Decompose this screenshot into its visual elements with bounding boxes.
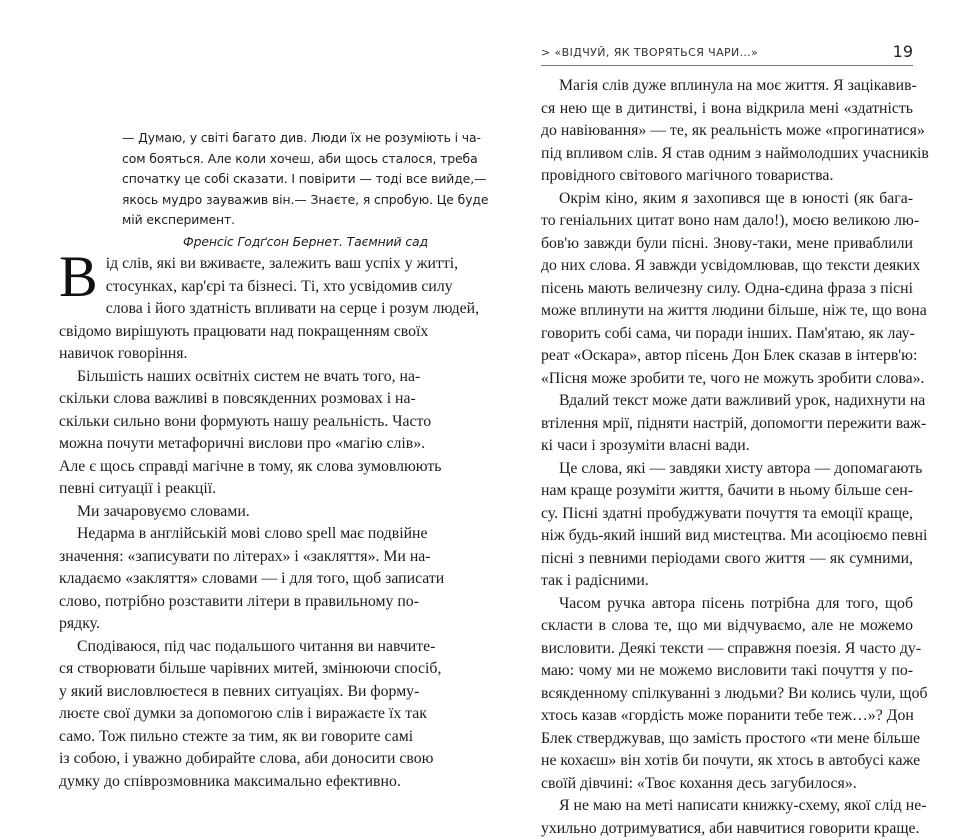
- paragraph: [541, 75, 913, 188]
- text-line: пісні з певними періодами свого життя — як сумними,: [541, 548, 913, 571]
- text-line: ніж будь-який інший вид мистецтва. Ми асоціюємо певні: [541, 525, 913, 548]
- text-line: Часом ручка автора пісень потрібна для того, щоб: [541, 593, 913, 616]
- left-page: [0, 0, 485, 746]
- text-line: хтось казав «гордість може поранити тебе теж…»? Дон: [541, 705, 913, 728]
- paragraph: [541, 458, 913, 593]
- text-line: із собою, і уважно добирайте слова, аби доносити свою: [59, 748, 402, 771]
- text-line: не кохаєш» він хотів би почути, як хтось в автобусі каже: [541, 750, 913, 773]
- text-line: всякденному спілкуванні з людьми? Ви колись чули, щоб: [541, 683, 913, 706]
- epigraph-line: сом бояться. Але коли хочеш, аби щось сталося, треба: [122, 149, 428, 170]
- text-line: кладаємо «закляття» словами — і для того, щоб записати: [59, 568, 402, 591]
- paragraph: [59, 523, 402, 636]
- running-head: [541, 40, 913, 64]
- left-body-text: [59, 253, 402, 793]
- text-line: значення: «записувати по літерах» і «закляття». Ми на-: [59, 546, 402, 569]
- text-line: провідного світового магічного товариства.: [541, 165, 913, 188]
- text-line: слово, потрібно розставити літери в правильному по-: [59, 591, 402, 614]
- text-line: Вдалий текст може дати важливий урок, надихнути на: [541, 390, 913, 413]
- text-line: можна почути метафоричні вислови про «магію слів».: [59, 433, 402, 456]
- text-line: до них слова. Я завжди усвідомлював, що тексти деяких: [541, 255, 913, 278]
- text-line: Недарма в англійській мові слово spell має подвійне: [59, 523, 402, 546]
- right-body-text: [541, 75, 913, 840]
- text-line: пісень мають величезну силу. Одна-єдина фраза з пісні: [541, 278, 913, 301]
- text-line: Блек стверджував, що замість простого «ти мене більше: [541, 728, 913, 751]
- text-line: су. Пісні здатні пробуджувати почуття та емоції краще,: [541, 503, 913, 526]
- paragraph: [541, 795, 913, 840]
- text-line: у який висловлюєтеся в певних ситуаціях. Ви форму-: [59, 681, 402, 704]
- text-line: своїй дівчині: «Твоє кохання десь загубилося».: [541, 773, 913, 796]
- epigraph-line: — Думаю, у світі багато див. Люди їх не розуміють і ча-: [122, 128, 428, 149]
- text-line: Ми зачаровуємо словами.: [59, 501, 402, 524]
- paragraph: [541, 390, 913, 458]
- text-line: кі часи і зрозуміти власні вади.: [541, 435, 913, 458]
- paragraph: [59, 366, 402, 501]
- text-line: висловити. Деякі тексти — справжня поезія. Я часто ду-: [541, 638, 913, 661]
- text-line: свідомо вирішують працювати над покращенням своїх: [59, 321, 402, 344]
- text-line: Але є щось справді магічне в тому, як слова зумовлюють: [59, 456, 402, 479]
- text-line: ся нею ще в дитинстві, і вона відкрила мені «здатність: [541, 98, 913, 121]
- drop-cap: В: [59, 255, 98, 299]
- epigraph-line: спочатку це собі сказати. І повірити — тоді все вийде,—: [122, 169, 428, 190]
- paragraph: [59, 253, 402, 366]
- text-line: стосунках, кар'єрі та бізнесі. Ті, хто усвідомив силу: [59, 276, 402, 299]
- text-line: рядку.: [59, 613, 402, 636]
- text-line: маю: чому ми не можемо висловити такі почуття у по-: [541, 660, 913, 683]
- text-line: скільки слова важливі в повсякденних розмовах і на-: [59, 388, 402, 411]
- text-line: Окрім кіно, яким я захопився ще в юності (як бага-: [541, 188, 913, 211]
- text-line: до навіювання» — те, як реальність може «прогинатися»: [541, 120, 913, 143]
- epigraph-line: мій експеримент.: [122, 210, 428, 231]
- page-number: 19: [893, 42, 913, 61]
- text-line: говорить собі сама, чи поради інших. Пам'ятаю, як лау-: [541, 323, 913, 346]
- text-line: реат «Оскара», автор пісень Дон Блек сказав в інтерв'ю:: [541, 345, 913, 368]
- running-head-title: > «ВІДЧУЙ, ЯК ТВОРЯТЬСЯ ЧАРИ…»: [541, 46, 758, 59]
- text-line: люєте свої думки за допомогою слів і виражаєте їх так: [59, 703, 402, 726]
- text-line: ухильно дотримуватися, аби навчитися говорити краще.: [541, 818, 913, 840]
- paragraph: [541, 188, 913, 391]
- text-line: «Пісня може зробити те, чого не можуть зробити слова».: [541, 368, 913, 391]
- paragraph: [541, 593, 913, 796]
- text-line: може вплинути на життя людини більше, ніж те, що вона: [541, 300, 913, 323]
- text-line: само. Тож пильно стежте за тим, як ви говорите самі: [59, 726, 402, 749]
- epigraph-source: Френсіс Годґсон Бернет. Таємний сад: [122, 232, 428, 253]
- text-line: скласти в слова те, що ми відчуваємо, але не можемо: [541, 615, 913, 638]
- text-line: Більшість наших освітніх систем не вчать того, на-: [59, 366, 402, 389]
- text-line: ід слів, які ви вживаєте, залежить ваш успіх у житті,: [59, 253, 402, 276]
- epigraph: [122, 128, 428, 252]
- paragraph: [59, 501, 402, 524]
- text-line: так і радісними.: [541, 570, 913, 593]
- text-line: Це слова, які — завдяки хисту автора — допомагають: [541, 458, 913, 481]
- text-line: навичок говоріння.: [59, 343, 402, 366]
- text-line: нам краще розуміти життя, бачити в ньому більше сен-: [541, 480, 913, 503]
- text-line: скільки сильно вони формують нашу реальність. Часто: [59, 411, 402, 434]
- text-line: Я не маю на меті написати книжку-схему, якої слід не-: [541, 795, 913, 818]
- text-line: слова і його здатність впливати на серце і розум людей,: [59, 298, 402, 321]
- text-line: думку до співрозмовника максимально ефективно.: [59, 771, 402, 794]
- text-line: Магія слів дуже вплинула на моє життя. Я зацікавив-: [541, 75, 913, 98]
- paragraph: [59, 636, 402, 794]
- text-line: бов'ю завжди були пісні. Знову-таки, мене приваблили: [541, 233, 913, 256]
- text-line: ся створювати більше чарівних митей, змінюючи спосіб,: [59, 658, 402, 681]
- text-line: втілення мрії, підняти настрій, допомогти пережити важ-: [541, 413, 913, 436]
- text-line: певні ситуації і реакції.: [59, 478, 402, 501]
- text-line: під впливом слів. Я став одним з наймолодших учасників: [541, 143, 913, 166]
- header-rule: [541, 65, 913, 66]
- text-line: то геніальних цитат воно нам дало!), моєю великою лю-: [541, 210, 913, 233]
- epigraph-line: якось мудро зауважив він.— Знаєте, я спробую. Це буде: [122, 190, 428, 211]
- text-line: Сподіваюся, під час подальшого читання ви навчите-: [59, 636, 402, 659]
